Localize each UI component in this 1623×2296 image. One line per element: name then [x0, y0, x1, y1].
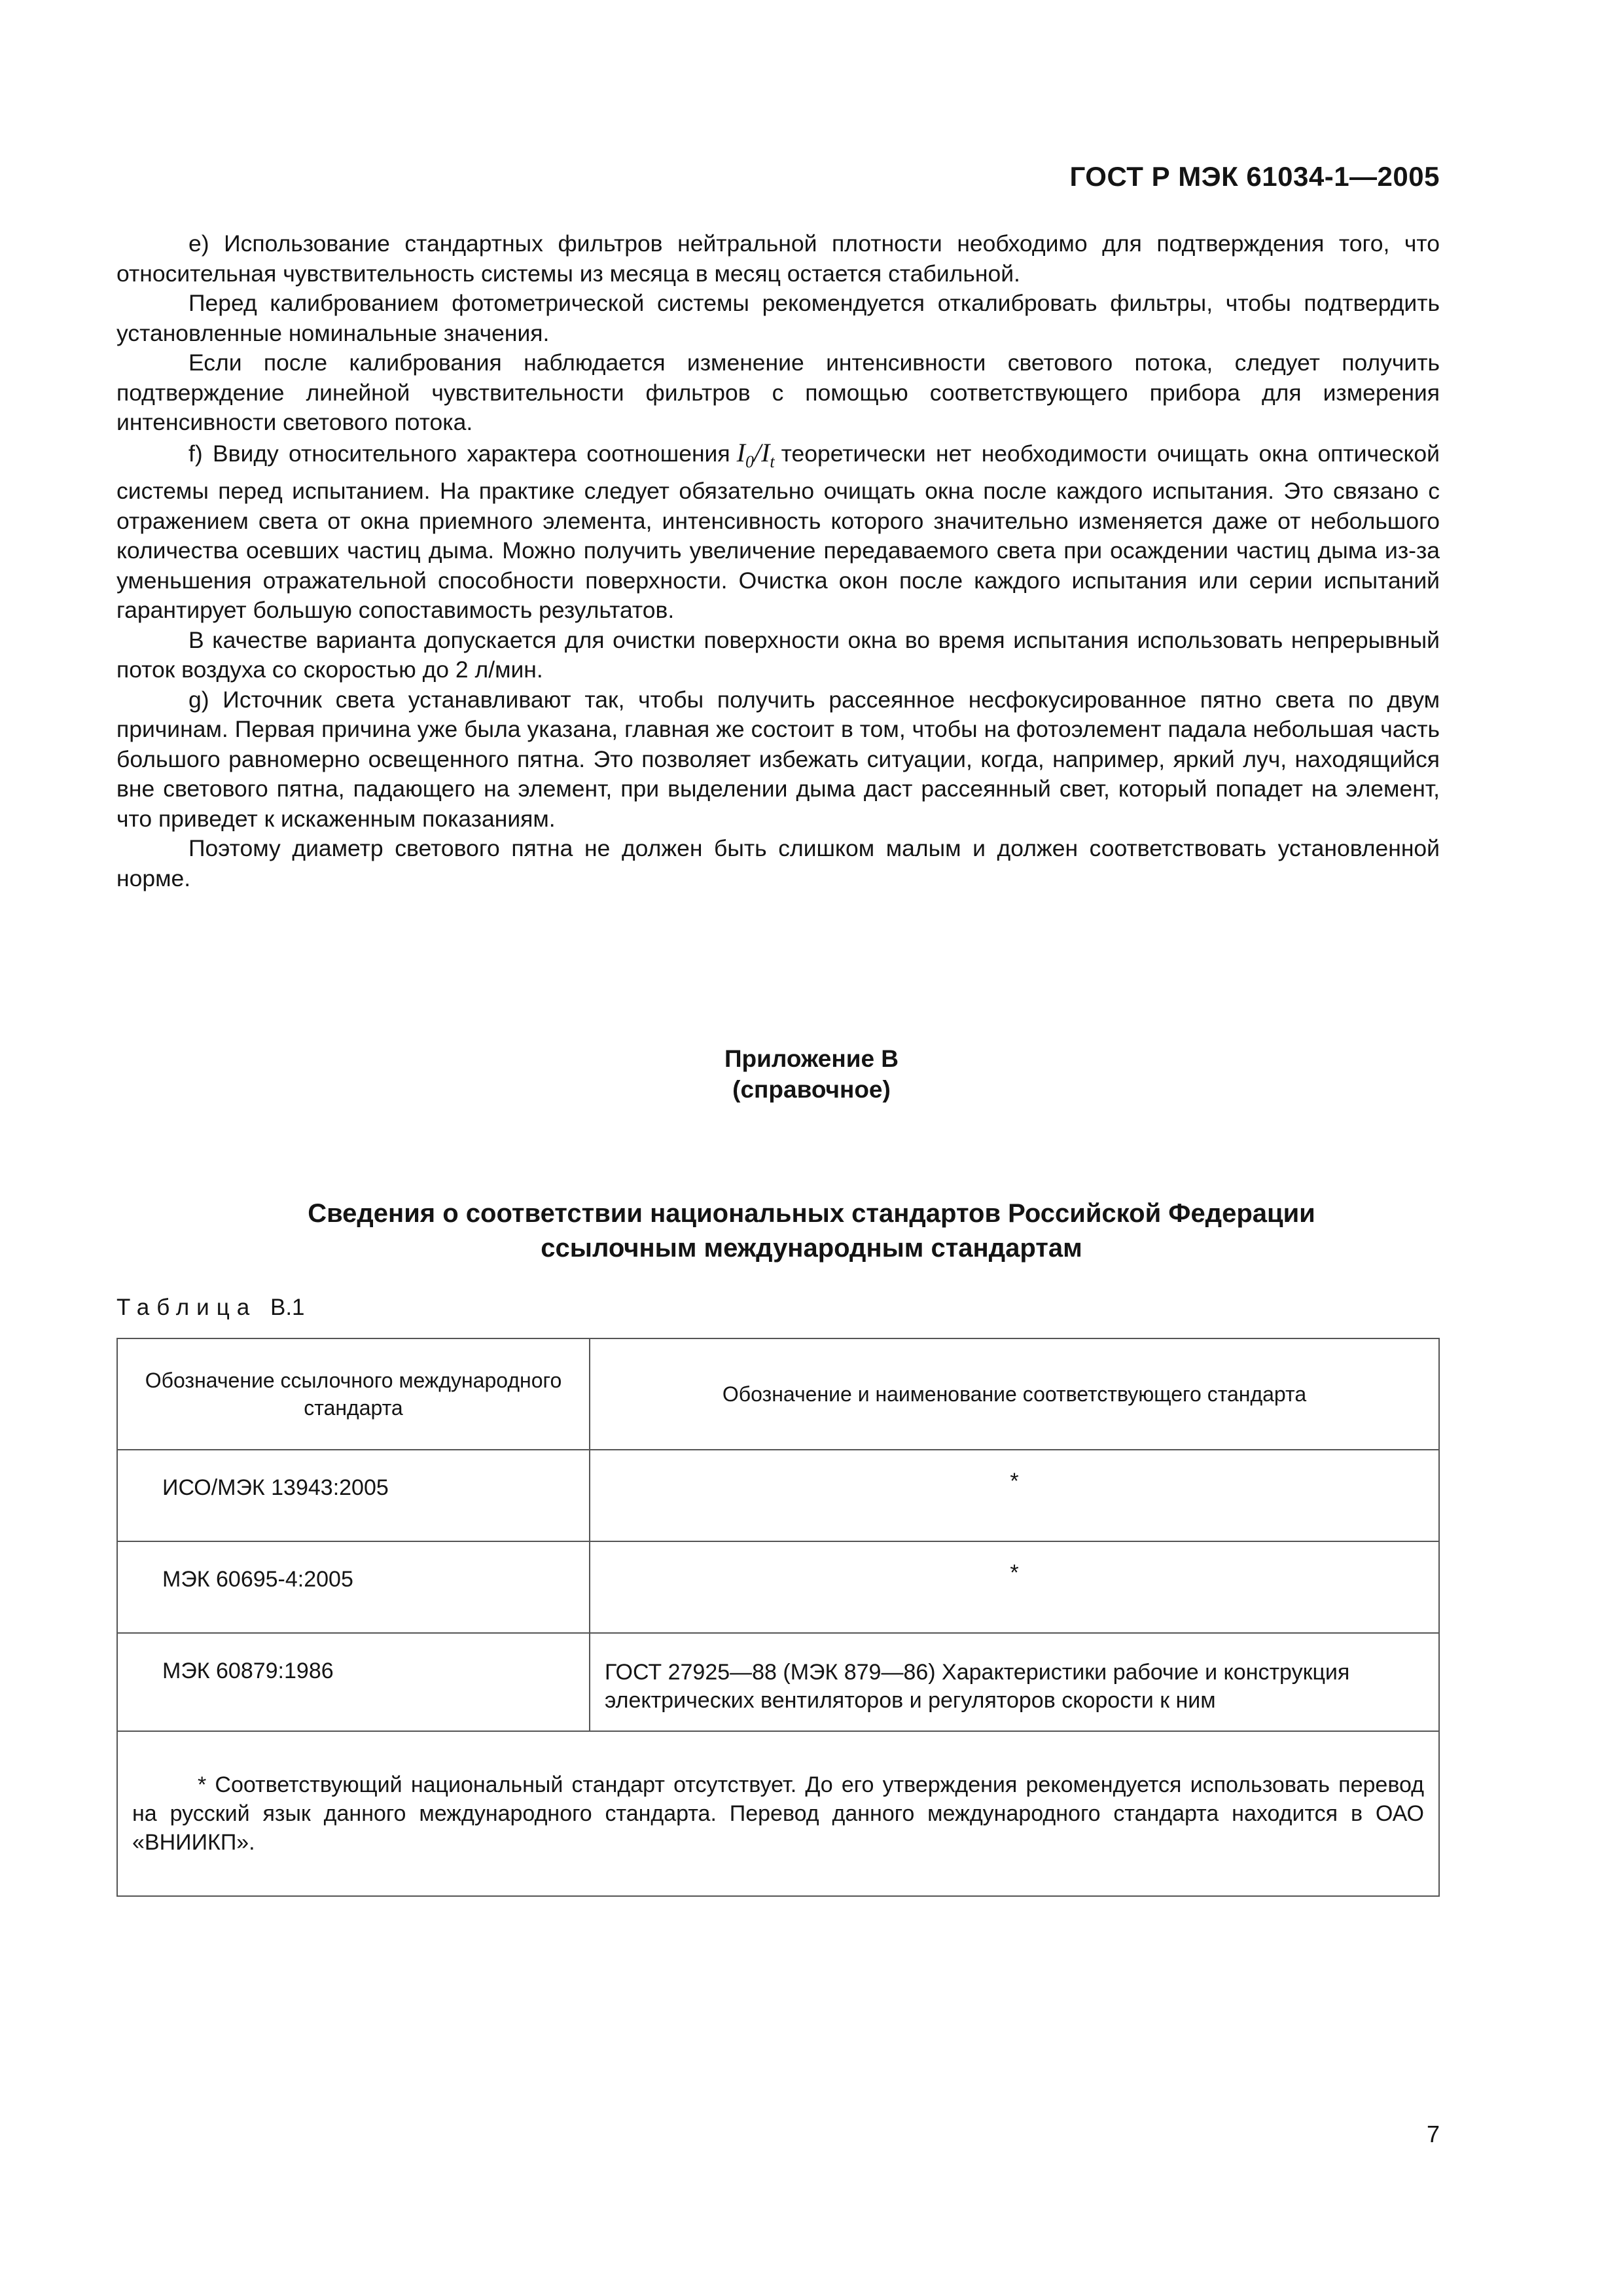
table-row	[117, 1541, 1439, 1633]
paragraph-calibration: Перед калиброванием фотометрической системы рекомендуется откалибровать фильтры, чтобы подтвердить установленные номинальные значения.	[116, 290, 1440, 346]
cell-code: МЭК 60695-4:2005	[117, 1541, 590, 1633]
document-id-header: ГОСТ Р МЭК 61034-1—2005	[1069, 161, 1440, 192]
paragraph-f-rest: теоретически нет необходимости очищать окна оптической системы перед испытанием. На практике следует обязательно очищать окна после каждого испытания. Это связано с отражением света от окна приемного элемента, интенсивность которого значительно изменяется даже от небольшого количества осевших частиц дыма. Можно получить увеличение передаваемого света при осаждении частиц дыма из-за уменьшения отражательной способности поверхности. Очистка окон после каждого испытания или серии испытаний гарантирует большую сопоставимость результатов.	[116, 440, 1440, 623]
table-header-row	[117, 1338, 1439, 1450]
header-national-standard: Обозначение и наименование соответствующего стандарта	[590, 1338, 1439, 1450]
paragraph-intensity: Если после калибрования наблюдается изменение интенсивности светового потока, следует получить подтверждение линейной чувствительности фильтров с помощью соответствующего прибора для измерения интенсивности светового потока.	[116, 350, 1440, 435]
body-text	[116, 229, 1440, 893]
section-title-line-1: Сведения о соответствии национальных стандартов Российской Федерации	[308, 1199, 1315, 1228]
header-international-standard: Обозначение ссылочного международного стандарта	[117, 1338, 590, 1450]
appendix-title: Приложение В	[724, 1045, 899, 1072]
table-footnote-row	[117, 1731, 1439, 1896]
paragraph-e: е) Использование стандартных фильтров нейтральной плотности необходимо для подтверждения того, что относительная чувствительность системы из месяца в месяц остается стабильной.	[116, 230, 1440, 287]
page-number: 7	[1426, 2121, 1440, 2147]
paragraph-diameter: Поэтому диаметр светового пятна не должен быть слишком малым и должен соответствовать установленной норме.	[116, 835, 1440, 891]
cell-value: ГОСТ 27925—88 (МЭК 879—86) Характеристики рабочие и конструкция электрических вентиляторов и регуляторов скорости к ним	[590, 1633, 1439, 1731]
paragraph-airflow: В качестве варианта допускается для очистки поверхности окна во время испытания использовать непрерывный поток воздуха со скоростью до 2 л/мин.	[116, 626, 1440, 683]
paragraph-g: g) Источник света устанавливают так, чтобы получить рассеянное несфокусированное пятно света по двум причинам. Первая причина уже была указана, главная же состоит в том, чтобы на фотоэлемент падала небольшая часть большого равномерно освещенного пятна. Это позволяет избежать ситуации, когда, например, яркий луч, находящийся вне светового пятна, падающего на элемент, при выделении дыма даст рассеянный свет, который попадет на элемент, что приведет к искаженным показаниям.	[116, 686, 1440, 832]
ratio-formula: $I_0/I_t$	[736, 437, 775, 471]
section-title	[0, 1196, 1623, 1266]
paragraph-f-start: f) Ввиду относительного характера соотношения	[188, 440, 730, 467]
section-title-line-2: ссылочным международным стандартам	[541, 1234, 1082, 1263]
paragraph-f	[116, 438, 1440, 626]
cell-code: МЭК 60879:1986	[117, 1633, 590, 1731]
appendix-subtitle: (справочное)	[732, 1076, 891, 1103]
table-row	[117, 1450, 1439, 1541]
cell-code: ИСО/МЭК 13943:2005	[117, 1450, 590, 1541]
cell-value: *	[590, 1541, 1439, 1633]
cell-value: *	[590, 1450, 1439, 1541]
appendix-heading	[0, 1043, 1623, 1105]
table-caption: Таблица В.1	[116, 1295, 305, 1320]
table-footnote: * Соответствующий национальный стандарт отсутствует. До его утверждения рекомендуется использовать перевод на русский язык данного международного стандарта. Перевод данного международного стандарта находится в ОАО «ВНИИКП».	[117, 1731, 1439, 1896]
standards-table	[116, 1338, 1440, 1897]
table-row	[117, 1633, 1439, 1731]
